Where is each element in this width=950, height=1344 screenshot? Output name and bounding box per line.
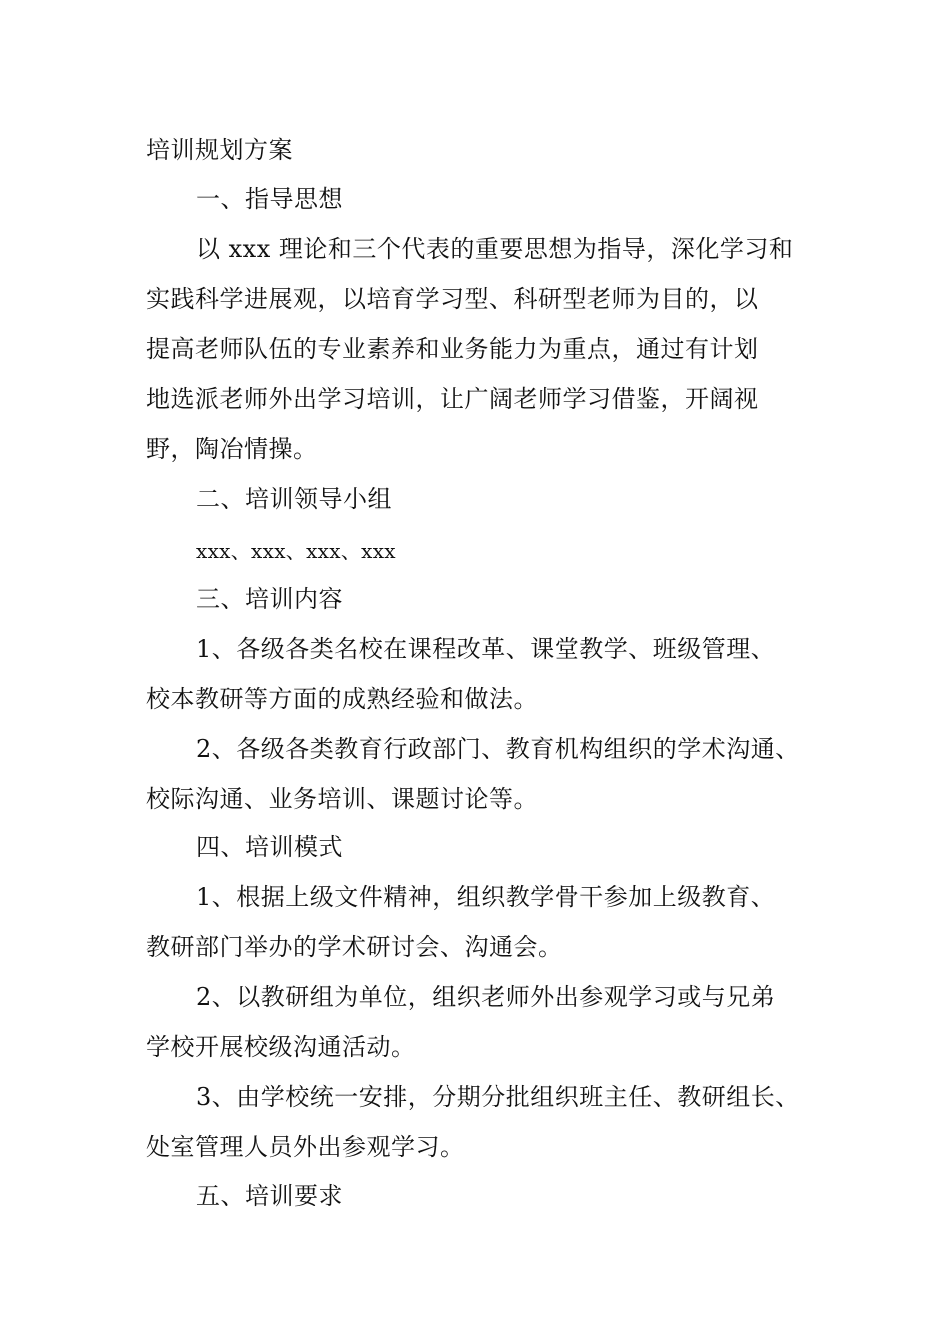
section-heading-5: 五、培训要求 [196, 1182, 343, 1210]
section-heading-3: 三、培训内容 [196, 585, 343, 613]
paragraph-line: 地选派老师外出学习培训，让广阔老师学习借鉴，开阔视 [146, 385, 759, 413]
paragraph-line: 实践科学进展观，以培育学习型、科研型老师为目的，以 [146, 285, 759, 313]
paragraph-line: 以 xxx 理论和三个代表的重要思想为指导，深化学习和 [196, 235, 794, 263]
list-item-line: 3、由学校统一安排，分期分批组织班主任、教研组长、 [196, 1083, 800, 1111]
list-item-line: 教研部门举办的学术研讨会、沟通会。 [146, 933, 563, 961]
list-item-line: 校际沟通、业务培训、课题讨论等。 [146, 785, 538, 813]
list-item-line: 学校开展校级沟通活动。 [146, 1033, 416, 1061]
list-item-line: 处室管理人员外出参观学习。 [146, 1133, 465, 1161]
paragraph-line: 野，陶冶情操。 [146, 435, 318, 463]
list-item-line: 1、根据上级文件精神，组织教学骨干参加上级教育、 [196, 883, 776, 911]
document-title: 培训规划方案 [146, 136, 293, 164]
section-heading-1: 一、指导思想 [196, 185, 343, 213]
leadership-members: xxx、xxx、xxx、xxx [196, 539, 396, 563]
list-item-line: 校本教研等方面的成熟经验和做法。 [146, 685, 538, 713]
list-item-line: 2、各级各类教育行政部门、教育机构组织的学术沟通、 [196, 735, 800, 763]
paragraph-line: 提高老师队伍的专业素养和业务能力为重点，通过有计划 [146, 335, 759, 363]
section-heading-2: 二、培训领导小组 [196, 485, 392, 513]
list-item-line: 1、各级各类名校在课程改革、课堂教学、班级管理、 [196, 635, 776, 663]
section-heading-4: 四、培训模式 [196, 833, 343, 861]
list-item-line: 2、以教研组为单位，组织老师外出参观学习或与兄弟 [196, 983, 776, 1011]
